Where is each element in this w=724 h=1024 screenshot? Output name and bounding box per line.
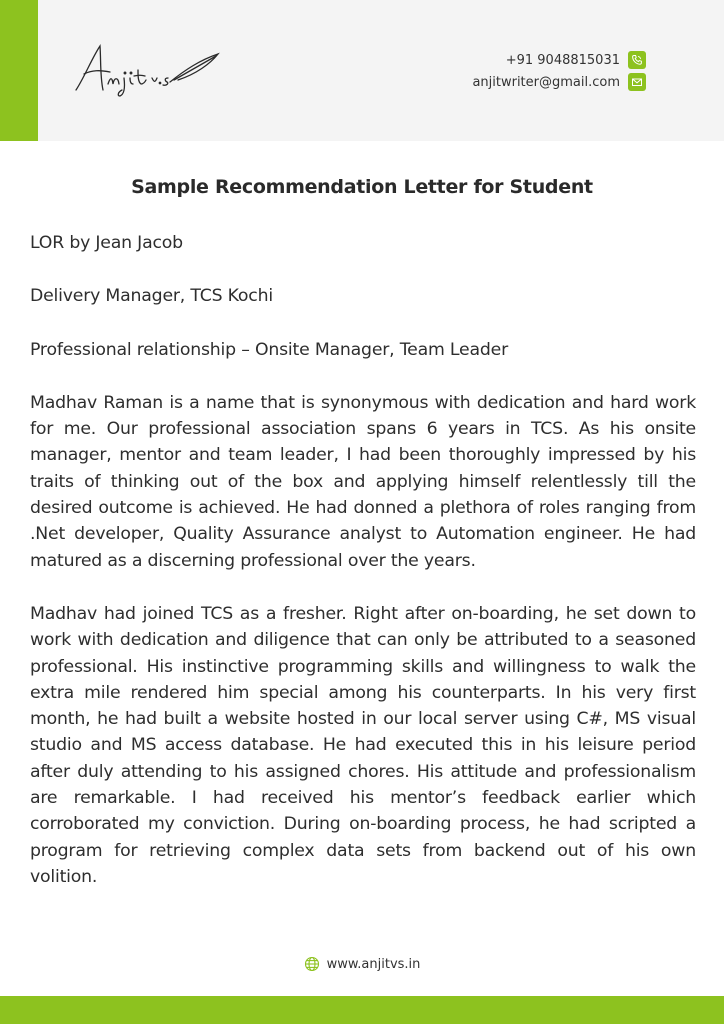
email-address: anjitwriter@gmail.com (472, 74, 620, 90)
footer-website (0, 956, 724, 972)
footer-accent-bar (0, 996, 724, 1024)
phone-icon (628, 51, 646, 69)
website-link[interactable]: www.anjitvs.in (326, 956, 421, 972)
signature-logo (70, 40, 230, 98)
phone-number: +91 9048815031 (505, 52, 620, 68)
paragraph-2: Madhav had joined TCS as a fresher. Right after on-boarding, he set down to work with dedication and diligence that can only be attributed to a seasoned professional. His instinctive programming skills and willingness to walk the extra mile rendered him special among his counterparts. In his very first month, he had built a website hosted in our local server using C#, MS visual studio and MS access database. He had executed this in his leisure period after duly attending to his assigned chores. His attitude and professionalism are remarkable. I had received his mentor’s feedback earlier which corroborated my conviction. During on-boarding process, he had scripted a program for retrieving complex data sets from backend out of his own volition. (30, 603, 696, 887)
author-line: LOR by Jean Jacob (30, 233, 183, 253)
author-position: Delivery Manager, TCS Kochi (30, 286, 273, 307)
phone-row (472, 49, 646, 71)
globe-icon (304, 956, 320, 972)
relationship-line: Professional relationship – Onsite Manager, Team Leader (30, 339, 508, 360)
header-band (0, 0, 724, 141)
letter-title: Sample Recommendation Letter for Student (131, 176, 593, 198)
paragraph-1: Madhav Raman is a name that is synonymous with dedication and hard work for me. Our professional association spans 6 years in TCS. As his onsite manager, mentor and team leader, I had been thoroughly impressed by his traits of thinking out of the box and applying himself relentlessly till the desired outcome is achieved. He had donned a plethora of roles ranging from .Net developer, Quality Assurance analyst to Automation engineer. He had matured as a discerning professional over the years. (30, 392, 696, 571)
accent-bar (0, 0, 38, 141)
email-row (472, 71, 646, 93)
contact-block (472, 49, 646, 93)
mail-icon (628, 73, 646, 91)
letter-body (30, 230, 696, 917)
